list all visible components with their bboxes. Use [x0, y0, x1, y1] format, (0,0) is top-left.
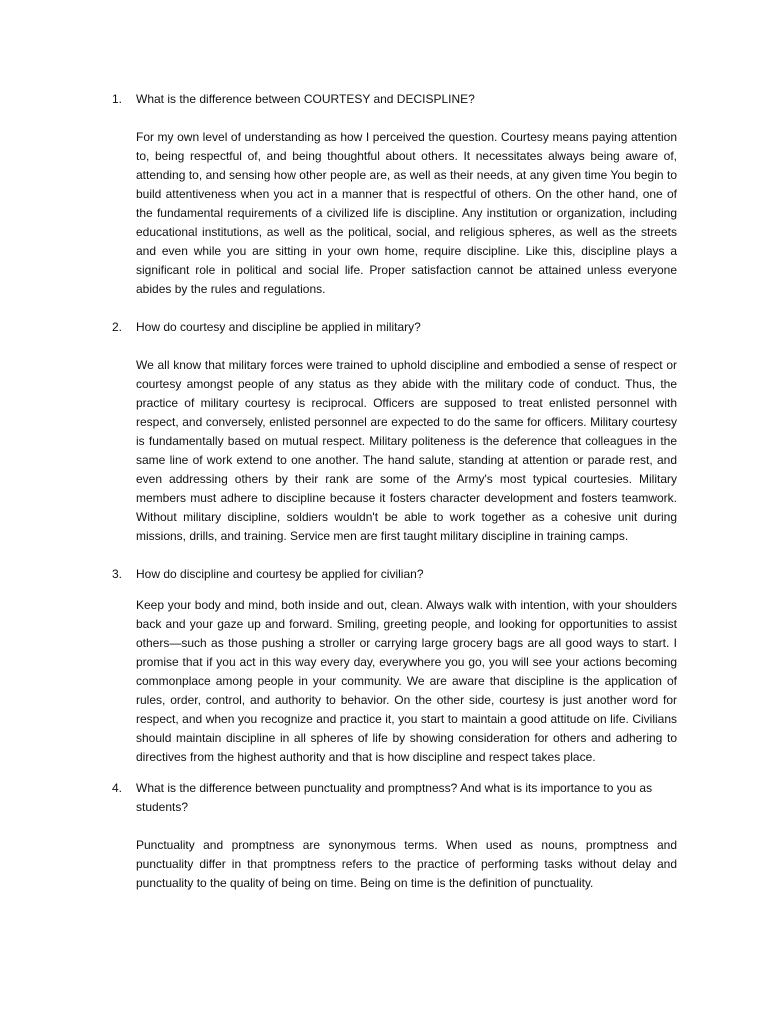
question-text: How do discipline and courtesy be applied for civilian? — [136, 567, 424, 581]
answer-3: Keep your body and mind, both inside and out, clean. Always walk with intention, with your shoulders back and your gaze up and forward. Smiling, greeting people, and looking for opportunities to assist others—such as those pushing a stroller or carrying large grocery bags are all good ways to start. I promise that if you act in this way every day, everywhere you go, you will see your actions becoming commonplace among people in your community. We are aware that discipline is the application of rules, order, control, and authority to behavior. On the other side, courtesy is just another word for respect, and when you recognize and practice it, you start to maintain a good attitude on life. Civilians should maintain discipline in all spheres of life by showing consideration for others and adhering to directives from the highest authority and that is how discipline and respect takes place. — [136, 598, 677, 764]
question-4 — [112, 779, 677, 817]
question-number: 2. — [112, 320, 123, 334]
question-2 — [112, 318, 677, 337]
question-1 — [112, 90, 677, 109]
question-text: What is the difference between COURTESY and DECISPLINE? — [136, 92, 475, 106]
question-number: 4. — [112, 781, 123, 795]
question-number: 3. — [112, 567, 123, 581]
answer-2: We all know that military forces were trained to uphold discipline and embodied a sense of respect or courtesy amongst people of any status as they abide with the military code of conduct. Thus, the practice of military courtesy is reciprocal. Officers are supposed to treat enlisted personnel with respect, and conversely, enlisted personnel are expected to do the same for officers. Military courtesy is fundamentally based on mutual respect. Military politeness is the deference that colleagues in the same line of work extend to one another. The hand salute, standing at attention or parade rest, and even addressing others by their rank are some of the Army's most typical courtesies. Military members must adhere to discipline because it fosters character development and fosters teamwork. Without military discipline, soldiers wouldn't be able to work together as a cohesive unit during missions, drills, and training. Service men are first taught military discipline in training camps. — [136, 358, 677, 543]
question-text: How do courtesy and discipline be applied in military? — [136, 320, 421, 334]
question-text: What is the difference between punctuality and promptness? And what is its importance to you as students? — [136, 781, 653, 814]
question-number: 1. — [112, 92, 123, 106]
document-body — [0, 90, 768, 893]
answer-1: For my own level of understanding as how I perceived the question. Courtesy means paying attention to, being respectful of, and being thoughtful about others. It necessitates always being aware of, attending to, and sensing how other people are, as well as their needs, at any given time You begin to build attentiveness when you act in a manner that is respectful of others. On the other hand, one of the fundamental requirements of a civilized life is discipline. Any institution or organization, including educational institutions, as well as the political, social, and religious spheres, as well as the streets and even while you are sitting in your own home, require discipline. Like this, discipline plays a significant role in political and social life. Proper satisfaction cannot be attained unless everyone abides by the rules and regulations. — [136, 130, 677, 296]
answer-4: Punctuality and promptness are synonymous terms. When used as nouns, promptness and punctuality differ in that promptness refers to the practice of performing tasks without delay and punctuality to the quality of being on time. Being on time is the definition of punctuality. — [136, 838, 677, 890]
question-3 — [112, 565, 677, 584]
